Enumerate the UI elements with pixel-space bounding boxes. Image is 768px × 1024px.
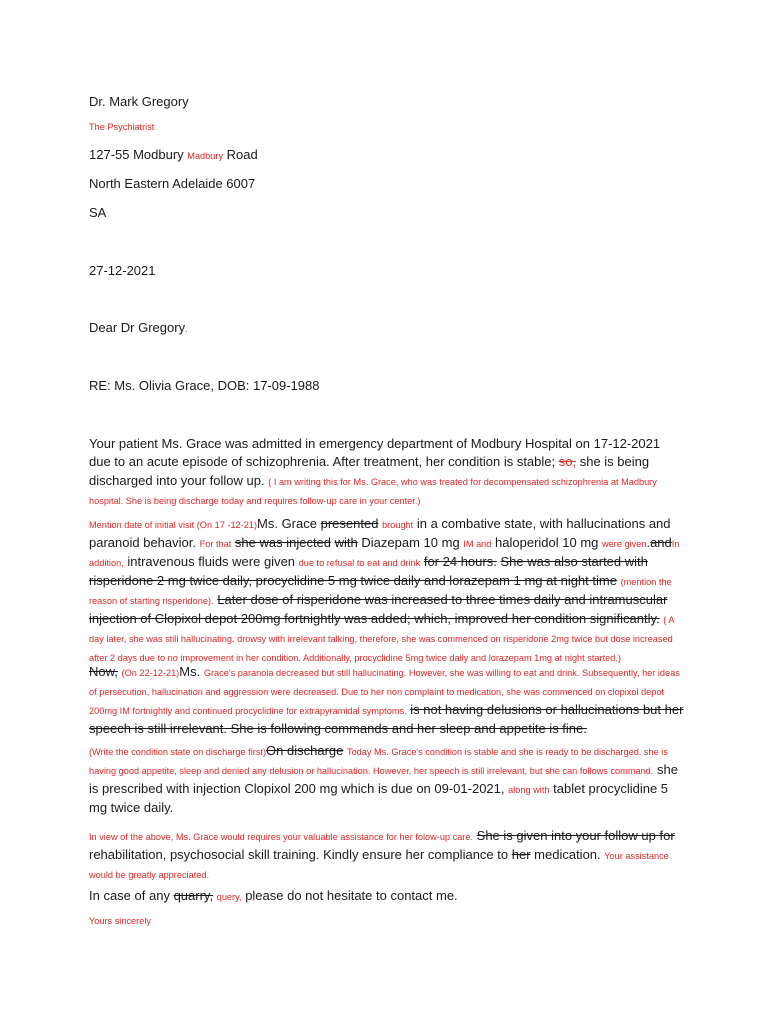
letter-date: 27-12-2021 xyxy=(89,263,156,278)
inserted-text: Today Ms. Grace's condition is stable and she is ready to be discharged. she is having good appetite, sleep and denied any delusion or hallucination. However, her speech is still irrelevant, but she can follows command. xyxy=(89,747,668,776)
paragraph-admission: Your patient Ms. Grace was admitted in emergency department of Modbury Hospital on 17-12-2021 due to an acute episode of schizophrenia. After treatment, her condition is stable; so, she is being discharged into your follow up. ( I am writing this for Ms. Grace, who was treated for decompensated schizophrenia at Madbury hospital. She is being discharge today and requires follow-up care in your center.) xyxy=(89,436,661,506)
inserted-text: along with xyxy=(508,785,550,795)
salutation: Dear Dr Gregory. xyxy=(89,320,188,335)
inserted-text: ( A day later, she was still hallucinating, drowsy with irrelevant talking, therefore, she was commenced on risperidone 2mg twice but dose increased after 2 days due to no improvement in her condition. Additionally, procyclidine 5mg twice daily and lorazepam 1mg at night started.) xyxy=(89,615,674,663)
reviewer-note: Mention date of initial visit (On 17 -12-21) xyxy=(89,520,258,530)
re-line: RE: Ms. Olivia Grace, DOB: 17-09-1988 xyxy=(89,378,320,393)
sender-title: The Psychiatrist xyxy=(89,122,155,132)
inserted-text: For that xyxy=(199,539,232,549)
paragraph-initial-treatment: Mention date of initial visit (On 17 -12-21)Ms. Grace presented brought in a combative state, with hallucinations and paranoid behavior. For that she was injected with Diazepam 10 mg IM and haloperidol 10 mg were given.andIn addition, intravenous fluids were given due to refusal to eat and drink for 24 hours. She was also started with risperidone 2 mg twice daily, procyclidine 5 mg twice daily and lorazepam 1 mg at night time (mention the reason of starting risperidone). Later dose of risperidone was increased to three times daily and intramuscular injection of Clopixol depot 200mg fortnightly was added; which, improved her condition significantly. ( A day later, she was still hallucinating, drowsy with irrelevant talking, therefore, she was commenced on risperidone 2mg twice but dose increased after 2 days due to no improvement in her condition. Additionally, procyclidine 5mg twice daily and lorazepam 1mg at night started.) xyxy=(89,516,680,663)
closing: Yours sincerely xyxy=(89,916,151,926)
inserted-text: Grace's paranoia decreased but still hallucinating. However, she was willing to eat and drink. Subsequently, her ideas of persecution, hallucination and aggression were decreased. Due to her non complaint to medication, she was commenced on clopixol depot 200mg IM fortnightly and continued procyclidine for extrapyramidal symptoms. xyxy=(89,668,680,716)
reviewer-note: (Write the condition state on discharge first) xyxy=(89,747,267,757)
deleted-text: On discharge xyxy=(266,743,344,758)
inserted-text: In view of the above, Ms. Grace would requires your valuable assistance for her folow-up care. xyxy=(89,832,474,842)
inserted-text: (mention the reason of starting risperidone). xyxy=(89,577,672,606)
inserted-text: due to refusal to eat and drink xyxy=(298,558,421,568)
inserted-text: (On 22-12-21) xyxy=(121,668,180,678)
inserted-text: IM and xyxy=(463,539,492,549)
paragraph-contact: In case of any quarry, query, please do not hesitate to contact me. xyxy=(89,888,458,903)
paragraph-discharge: (Write the condition state on discharge first)On discharge Today Ms. Grace's condition is stable and she is ready to be discharged. she is having good appetite, sleep and denied any delusion or hallucination. However, her speech is still irrelevant, but she can follows command. she is prescribed with injection Clopixol 200 mg which is due on 09-01-2021, along with tablet procyclidine 5 mg twice daily. xyxy=(89,743,678,815)
deleted-text: she was injected xyxy=(234,535,332,550)
inserted-text: Your assistance would be greatly appreciated. xyxy=(89,851,669,880)
deleted-text: is not having delusions or hallucinations but her speech is still irrelevant. She is following commands and her sleep and appetite is fine. xyxy=(89,702,684,736)
inserted-text: In addition, xyxy=(89,539,680,568)
address-line-2: North Eastern Adelaide 6007 xyxy=(89,176,256,191)
deleted-text: She is given into your follow up for xyxy=(476,828,675,843)
address-line-1: 127-55 Modbury Madbury Road xyxy=(89,147,258,162)
deleted-text: for 24 hours. xyxy=(423,554,497,569)
inserted-text: were given xyxy=(602,539,647,549)
address-line-3: SA xyxy=(89,205,107,220)
deleted-text: and xyxy=(650,535,672,550)
inserted-text: query, xyxy=(216,892,242,902)
deleted-text: so, xyxy=(558,454,577,470)
inserted-text: Madbury xyxy=(187,151,224,161)
deleted-text: with xyxy=(334,535,358,550)
sender-name: Dr. Mark Gregory xyxy=(89,94,189,109)
deleted-text: She was also started with risperidone 2 mg twice daily, procyclidine 5 mg twice daily and lorazepam 1 mg at night time xyxy=(89,554,648,588)
reviewer-note: ( I am writing this for Ms. Grace, who was treated for decompensated schizophrenia at Madbury hospital. She is being discharge today and requires follow-up care in your center.) xyxy=(89,476,657,506)
paragraph-progress: Now, (On 22-12-21)Ms. Grace's paranoia decreased but still hallucinating. However, she was willing to eat and drink. Subsequently, her ideas of persecution, hallucination and aggression were decreased. Due to her non complaint to medication, she was commenced on clopixol depot 200mg IM fortnightly and continued procyclidine for extrapyramidal symptoms. is not having delusions or hallucinations but her speech is still irrelevant. She is following commands and her sleep and appetite is fine. xyxy=(89,664,684,736)
deleted-text: presented xyxy=(320,516,379,531)
deleted-text: her xyxy=(511,847,531,862)
paragraph-followup: In view of the above, Ms. Grace would requires your valuable assistance for her folow-up care. She is given into your follow up for rehabilitation, psychosocial skill training. Kindly ensure her compliance to her medication. Your assistance would be greatly appreciated. xyxy=(89,828,675,880)
deleted-text: Later dose of risperidone was increased to three times daily and intramuscular injection of Clopixol depot 200mg fortnightly was added; which, improved her condition significantly. xyxy=(89,592,668,626)
deleted-text: quarry, xyxy=(173,888,214,903)
inserted-text: brought xyxy=(382,520,414,530)
deleted-text: Now, xyxy=(89,664,118,679)
